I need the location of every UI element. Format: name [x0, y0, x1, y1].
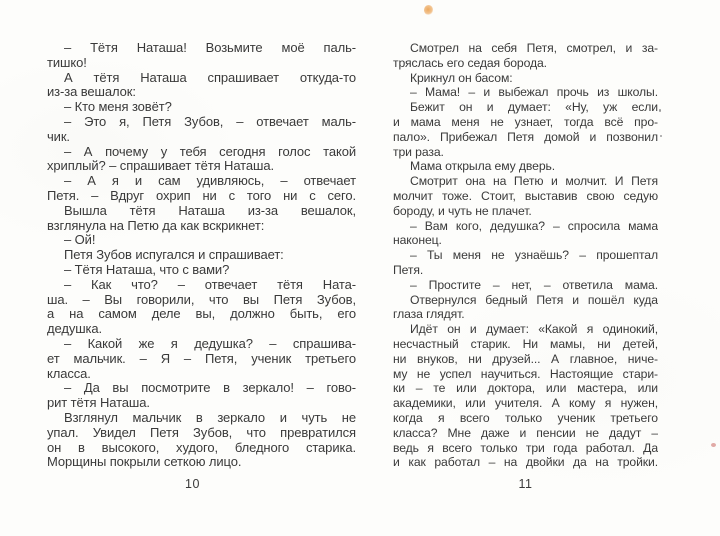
scan-speck-gray	[659, 109, 661, 112]
text-line: му не успел научиться. Настоящие стари-	[393, 366, 658, 381]
text-line: тишко!	[47, 55, 87, 70]
text-line: упал. Увидел Петя Зубов, что превратился	[47, 425, 356, 440]
scan-speck-pink	[711, 443, 716, 447]
text-line: Бежит он и думает: «Ну, уж если	[410, 100, 658, 115]
text-line: когда я всего только ученик третьего	[393, 410, 658, 425]
text-line: класса.	[47, 366, 91, 381]
page-left-text	[47, 41, 356, 470]
text-line: ки – те или доктора, или мастера, или	[393, 381, 658, 396]
text-line: – Да вы посмотрите в зеркало! – гово-	[64, 381, 356, 396]
text-line: ша. – Вы говорили, что вы Петя Зубов,	[47, 292, 356, 307]
text-line: три раза.	[393, 144, 444, 159]
text-line: – А почему у тебя сегодня голос такой	[64, 144, 356, 159]
text-line: Взглянул мальчик в зеркало и чуть не	[64, 410, 356, 425]
text-line: Мама открыла ему дверь.	[410, 159, 556, 174]
text-line: дедушка.	[47, 322, 103, 337]
scan-speck-gray	[660, 135, 662, 137]
text-line: ни внуков, ни друзей... А главное, ниче-	[393, 351, 658, 366]
text-line: глаза глядят.	[393, 307, 465, 322]
text-line: академики, или учителя. А кому я нужен,	[393, 396, 658, 411]
text-line: Петя. – Вдруг охрип ни с того ни с сего.	[47, 188, 356, 203]
text-line: – Как что? – отвечает тётя Ната-	[64, 277, 356, 292]
page-left-number: 10	[185, 477, 200, 491]
text-line: класса? Мне даже и пенсии не дадут –	[393, 425, 658, 440]
text-line: Вышла тётя Наташа из-за вешалок,	[64, 203, 356, 218]
text-line: – Простите – нет, – ответила мама.	[410, 277, 658, 292]
text-line: – Ты меня не узнаёшь? – прошептал	[410, 248, 658, 263]
text-line: – Ой!	[64, 233, 96, 248]
text-line: – Кто меня зовёт?	[64, 100, 172, 115]
text-line: пало». Прибежал Петя домой и позвонил	[393, 129, 658, 144]
text-line: взглянула на Петю да как вскрикнет:	[47, 218, 265, 233]
text-line: Смотрит она на Петю и молчит. И Петя	[410, 174, 658, 189]
text-line: – Мама! – и выбежал прочь из школы.	[410, 85, 658, 100]
text-line: несчастный старик. Ни мамы, ни детей,	[393, 336, 658, 351]
text-line: – А я и сам удивляюсь, – отвечает	[64, 174, 356, 189]
text-line: чик.	[47, 129, 70, 144]
text-line: Смотрел на себя Петя, смотрел, и за-	[410, 41, 658, 55]
text-line: – Вам кого, дедушка? – спросила мама	[410, 218, 658, 233]
paper-stain-spot	[424, 5, 433, 15]
text-line: молчит тоже. Стоит, выставив свою седую	[393, 188, 658, 203]
text-line: ет мальчик. – Я – Петя, ученик третьего	[47, 351, 356, 366]
text-line: ведь я всего только три года работал. Да	[393, 440, 658, 455]
page-right-text	[393, 41, 658, 470]
text-line: – Тётя Наташа! Возьмите моё паль-	[64, 41, 356, 55]
text-line: хриплый? – спрашивает тётя Наташа.	[47, 159, 274, 174]
text-line: Петя.	[393, 262, 424, 277]
text-line: Идёт он и думает: «Какой я одинокий,	[410, 322, 658, 337]
text-line: Отвернулся бедный Петя и пошёл куда	[410, 292, 658, 307]
text-line: из-за вешалок:	[47, 85, 136, 100]
text-line: и как работал – на двойки да на тройки.	[393, 455, 658, 470]
text-line: – Это я, Петя Зубов, – отвечает маль-	[64, 114, 356, 129]
text-line: бороду, и чуть не плачет.	[393, 203, 532, 218]
text-line: – Тётя Наташа, что с вами?	[64, 262, 230, 277]
text-line: А тётя Наташа спрашивает откуда-то	[64, 70, 356, 85]
text-line: – Какой же я дедушка? – спрашива-	[64, 336, 356, 351]
text-line: Петя Зубов испугался и спрашивает:	[64, 248, 284, 263]
text-line: он в высокого, худого, бледного старика.	[47, 440, 356, 455]
text-line: рит тётя Наташа.	[47, 396, 150, 411]
page-right-number: 11	[518, 477, 533, 491]
text-line: Морщины покрыли сеткою лицо.	[47, 455, 242, 470]
text-line: а на самом деле вы, должно быть, его	[47, 307, 356, 322]
text-line: Крикнул он басом:	[410, 70, 513, 85]
text-line: тряслась его седая борода.	[393, 55, 547, 70]
text-line: наконец.	[393, 233, 442, 248]
text-line: и мама меня не узнает, тогда всё про-	[393, 114, 658, 129]
